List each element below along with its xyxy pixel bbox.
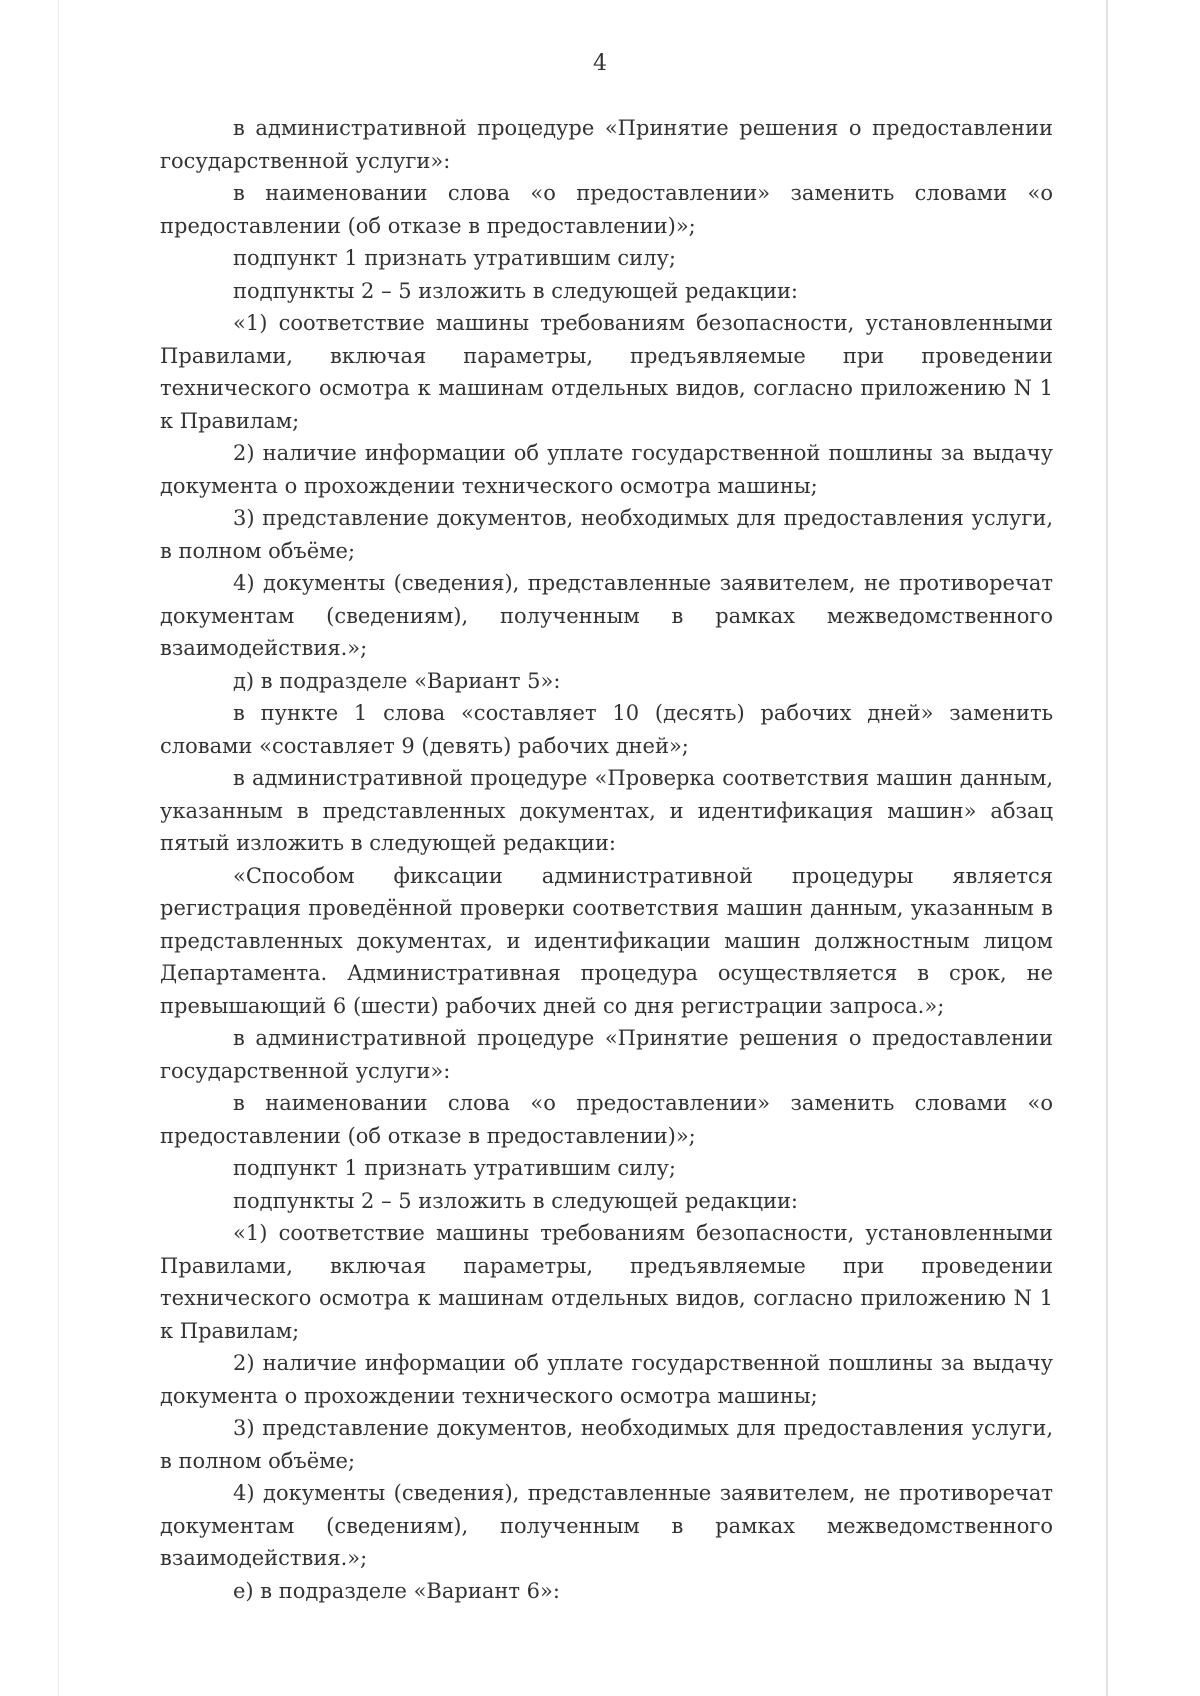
paragraph: 3) представление документов, необходимых для предоставления услуги, в полном объёме; <box>160 1416 1053 1473</box>
paragraph: «1) соответствие машины требованиям безопасности, установленными Правилами, включая параметры, предъявляемые при проведении технического осмотра к машинам отдельных видов, согласно приложению N 1 к Правилам; <box>160 1221 1053 1343</box>
paragraph: «1) соответствие машины требованиям безопасности, установленными Правилами, включая параметры, предъявляемые при проведении технического осмотра к машинам отдельных видов, согласно приложению N 1 к Правилам; <box>160 311 1053 433</box>
scan-edge-left <box>58 0 59 1696</box>
paragraph: в наименовании слова «о предоставлении» заменить словами «о предоставлении (об отказе в предоставлении)»; <box>160 181 1053 238</box>
document-body <box>160 112 1053 1607</box>
paragraph: 2) наличие информации об уплате государственной пошлины за выдачу документа о прохождении технического осмотра машины; <box>160 1351 1053 1408</box>
paragraph: в наименовании слова «о предоставлении» заменить словами «о предоставлении (об отказе в предоставлении)»; <box>160 1091 1053 1148</box>
paragraph: в административной процедуре «Принятие решения о предоставлении государственной услуги»: <box>160 1026 1053 1083</box>
paragraph: в пункте 1 слова «составляет 10 (десять) рабочих дней» заменить словами «составляет 9 (девять) рабочих дней»; <box>160 701 1053 758</box>
paragraph: 4) документы (сведения), представленные заявителем, не противоречат документам (сведениям), полученным в рамках межведомственного взаимодействия.»; <box>160 571 1053 660</box>
paragraph: 3) представление документов, необходимых для предоставления услуги, в полном объёме; <box>160 506 1053 563</box>
paragraph: подпункт 1 признать утратившим силу; <box>233 246 676 270</box>
paragraph: 4) документы (сведения), представленные заявителем, не противоречат документам (сведениям), полученным в рамках межведомственного взаимодействия.»; <box>160 1481 1053 1570</box>
paragraph: подпункты 2 – 5 изложить в следующей редакции: <box>233 278 799 303</box>
paragraph: в административной процедуре «Проверка соответствия машин данным, указанным в представленных документах, и идентификация машин» абзац пятый изложить в следующей редакции: <box>160 766 1053 855</box>
paragraph: подпункт 1 признать утратившим силу; <box>233 1156 676 1180</box>
page-number: 4 <box>593 51 607 76</box>
paragraph: 2) наличие информации об уплате государственной пошлины за выдачу документа о прохождении технического осмотра машины; <box>160 441 1053 498</box>
paragraph: е) в подразделе «Вариант 6»: <box>233 1578 560 1603</box>
scan-edge-right <box>1106 0 1108 1696</box>
paragraph: в административной процедуре «Принятие решения о предоставлении государственной услуги»: <box>160 116 1053 173</box>
paragraph: «Способом фиксации административной процедуры является регистрация проведённой проверки соответствия машин данным, указанным в представленных документах, и идентификации машин должностным лицом Департамента. Административная процедура осуществляется в срок, не превышающий 6 (шести) рабочих дней со дня регистрации запроса.»; <box>160 863 1053 1018</box>
paragraph: подпункты 2 – 5 изложить в следующей редакции: <box>233 1188 799 1213</box>
paragraph: д) в подразделе «Вариант 5»: <box>233 668 561 693</box>
